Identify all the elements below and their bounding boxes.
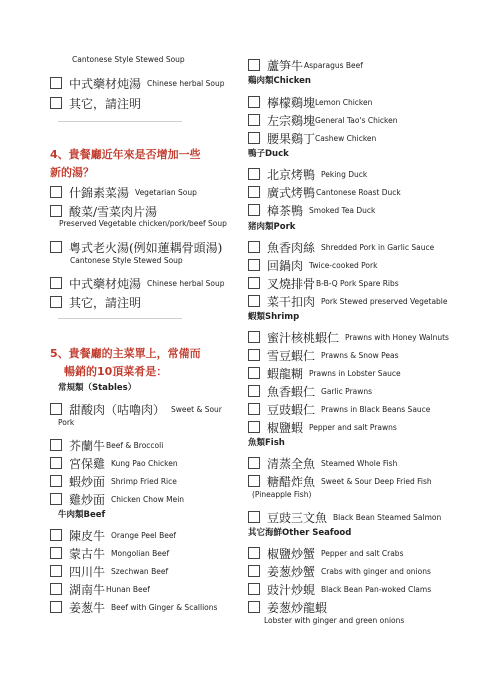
option-en: Pork Stewed preserved Vegetable	[321, 297, 448, 306]
option-en: Hunan Beef	[106, 585, 150, 594]
option-zh: 樟茶鴨	[267, 204, 304, 218]
checkbox[interactable]	[248, 204, 260, 216]
sub-note: Preserved Vegetable chicken/pork/beef Soup	[59, 219, 227, 228]
checkbox[interactable]	[50, 601, 62, 613]
option-row	[248, 561, 431, 580]
option-row	[248, 92, 372, 111]
answer-line	[58, 121, 182, 122]
option-zh: 左宗鷄塊	[267, 114, 316, 128]
option-zh: 宮保雞	[69, 457, 106, 471]
option-row	[248, 164, 367, 183]
option-zh: 腰果鷄丁	[267, 132, 316, 146]
option-zh: 椒鹽炒蟹	[267, 547, 316, 561]
option-row	[248, 579, 431, 598]
option-zh: 北京烤鴨	[267, 168, 316, 182]
option-zh: 粵式老火湯(例如蓮耦骨頭湯)	[69, 241, 223, 255]
checkbox[interactable]	[248, 385, 260, 397]
option-en: Shrimp Fried Rice	[111, 477, 177, 486]
checkbox[interactable]	[50, 529, 62, 541]
option-en: Pepper and salt Prawns	[309, 423, 397, 432]
checkbox[interactable]	[248, 547, 260, 559]
checkbox[interactable]	[248, 421, 260, 433]
option-en: Black Bean Pan-woked Clams	[321, 585, 432, 594]
checkbox[interactable]	[248, 565, 260, 577]
option-en: Kung Pao Chicken	[111, 459, 178, 468]
checkbox[interactable]	[248, 295, 260, 307]
checkbox[interactable]	[248, 511, 260, 523]
option-row	[50, 73, 225, 92]
checkbox[interactable]	[50, 77, 62, 89]
option-zh: 陳皮牛	[69, 529, 106, 543]
option-row	[50, 237, 222, 256]
option-zh: 雞炒面	[69, 493, 106, 507]
option-en: Chinese herbal Soup	[147, 279, 225, 288]
checkbox[interactable]	[50, 583, 62, 595]
option-row	[50, 435, 163, 454]
checkbox[interactable]	[248, 59, 260, 71]
checkbox[interactable]	[50, 241, 62, 253]
question-5-line1: 5、貴餐廳的主菜單上，常備而	[50, 347, 201, 360]
option-en: Prawns with Honey Walnuts	[345, 333, 449, 342]
sub-note: Cantonese Style Stewed Soup	[72, 55, 185, 64]
checkbox[interactable]	[50, 205, 62, 217]
checkbox[interactable]	[248, 403, 260, 415]
checkbox[interactable]	[248, 114, 260, 126]
option-en: Steamed Whole Fish	[321, 459, 398, 468]
section-heading: 其它海鮮Other Seafood	[248, 528, 352, 538]
option-zh: 魚香蝦仁	[267, 385, 316, 399]
option-row	[50, 201, 157, 220]
checkbox[interactable]	[50, 403, 62, 415]
section-heading: 鷄肉類Chicken	[248, 76, 311, 86]
wrapped-text: Pork	[58, 418, 75, 427]
option-en: Twice-cooked Pork	[309, 261, 378, 270]
option-row	[50, 273, 225, 292]
option-row	[248, 327, 449, 346]
question-4-line2: 新的湯？	[50, 166, 94, 179]
option-row	[248, 182, 401, 201]
checkbox[interactable]	[50, 439, 62, 451]
option-zh: 四川牛	[69, 565, 106, 579]
option-row	[248, 381, 372, 400]
option-row	[50, 489, 184, 508]
wrapped-text: (Pineapple Fish)	[252, 490, 312, 499]
option-en: Crabs with ginger and onions	[321, 567, 431, 576]
checkbox[interactable]	[50, 97, 62, 109]
option-row	[248, 597, 327, 616]
option-row	[248, 471, 432, 490]
option-row	[248, 291, 448, 310]
option-en: Chicken Chow Mein	[111, 495, 185, 504]
option-row	[50, 292, 141, 311]
option-zh: 蘆笋牛	[267, 59, 304, 73]
option-row	[248, 417, 397, 436]
option-en: Prawns & Snow Peas	[321, 351, 399, 360]
sub-note: Cantonese Style Stewed Soup	[70, 256, 183, 265]
option-en: Mongolian Beef	[111, 549, 170, 558]
option-en: Beef with Ginger & Scallions	[111, 603, 218, 612]
section-heading: 猪肉類Pork	[248, 222, 296, 232]
option-zh: 姜葱牛	[69, 601, 106, 615]
option-en: Chinese herbal Soup	[147, 79, 225, 88]
option-en: Lemon Chicken	[315, 98, 373, 107]
option-en: General Tao's Chicken	[315, 116, 398, 125]
option-zh: 甜酸肉（咕嚕肉）	[69, 403, 166, 417]
option-zh: 其它，請注明	[69, 296, 142, 310]
option-row	[50, 561, 168, 580]
question-4-line1: 4、貴餐廳近年來是否增加一些	[50, 148, 201, 161]
question-5-line2: 暢銷的10頂菜肴是：	[64, 365, 168, 378]
checkbox[interactable]	[50, 565, 62, 577]
option-zh: 雪豆蝦仁	[267, 349, 316, 363]
option-row	[248, 363, 401, 382]
checkbox[interactable]	[248, 96, 260, 108]
option-en: Asparagus Beef	[304, 61, 363, 70]
checkbox[interactable]	[248, 367, 260, 379]
option-zh: 廣式烤鴨	[267, 186, 316, 200]
checkbox[interactable]	[248, 241, 260, 253]
option-zh: 蝦炒面	[69, 475, 106, 489]
checkbox[interactable]	[248, 349, 260, 361]
option-zh: 菜干扣肉	[267, 295, 316, 309]
option-zh: 其它，請注明	[69, 97, 142, 111]
checkbox[interactable]	[248, 475, 260, 487]
option-row	[50, 543, 169, 562]
option-zh: 酸菜/雪菜肉片湯	[69, 205, 158, 219]
option-en: Smoked Tea Duck	[309, 206, 376, 215]
option-zh: 什錦素菜湯	[69, 186, 130, 200]
option-en: Vegetarian Soup	[135, 188, 197, 197]
option-en: Beef & Broccoli	[106, 441, 164, 450]
option-zh: 湖南牛	[69, 583, 106, 597]
option-zh: 豉汁炒蜆	[267, 583, 316, 597]
option-row	[248, 507, 441, 526]
answer-line	[58, 318, 182, 319]
option-row	[248, 543, 403, 562]
option-row	[248, 55, 363, 74]
option-row	[50, 471, 177, 490]
option-en: Cantonese Roast Duck	[316, 188, 401, 197]
checkbox[interactable]	[248, 457, 260, 469]
option-zh: 蝦龍糊	[267, 367, 304, 381]
checkbox[interactable]	[248, 331, 260, 343]
option-row	[248, 110, 397, 129]
option-zh: 中式藥材炖湯	[69, 77, 142, 91]
checkbox[interactable]	[50, 547, 62, 559]
checkbox[interactable]	[50, 493, 62, 505]
option-zh: 清蒸全魚	[267, 457, 316, 471]
option-zh: 蜜汁核桃蝦仁	[267, 331, 340, 345]
checkbox[interactable]	[248, 277, 260, 289]
option-row	[248, 128, 376, 147]
checkbox[interactable]	[50, 296, 62, 308]
option-row	[248, 255, 377, 274]
checkbox[interactable]	[50, 186, 62, 198]
option-zh: 椒鹽蝦	[267, 421, 304, 435]
option-zh: 叉燒排骨	[267, 277, 316, 291]
wrapped-text: Lobster with ginger and green onions	[264, 616, 405, 625]
option-row	[50, 93, 141, 112]
option-en: Prawns in Lobster Sauce	[309, 369, 401, 378]
option-en: Prawns in Black Beans Sauce	[321, 405, 431, 414]
option-zh: 糖醋炸魚	[267, 475, 316, 489]
option-zh: 芥蘭牛	[69, 439, 106, 453]
option-zh: 姜葱炒蟹	[267, 565, 316, 579]
option-en: Sweet & Sour	[171, 405, 222, 414]
option-zh: 豆豉三文魚	[267, 511, 328, 525]
option-row	[50, 453, 178, 472]
option-zh: 姜葱炒龍蝦	[267, 601, 328, 615]
option-en: Cashew Chicken	[315, 134, 377, 143]
checkbox[interactable]	[248, 259, 260, 271]
option-row	[248, 399, 430, 418]
section-heading: 魚類Fish	[248, 438, 285, 448]
section-heading: 鴨子Duck	[248, 149, 289, 159]
option-row	[50, 597, 217, 616]
option-zh: 中式藥材炖湯	[69, 277, 142, 291]
option-row	[50, 182, 197, 201]
option-row	[248, 453, 397, 472]
option-en: Garlic Prawns	[321, 387, 373, 396]
option-en: Black Bean Steamed Salmon	[333, 513, 442, 522]
checkbox[interactable]	[50, 457, 62, 469]
option-en: Sweet & Sour Deep Fried Fish	[321, 477, 432, 486]
option-zh: 魚香肉絲	[267, 241, 316, 255]
option-zh: 回鍋肉	[267, 259, 304, 273]
option-row	[50, 525, 176, 544]
option-en: Orange Peel Beef	[111, 531, 177, 540]
option-en: Pepper and salt Crabs	[321, 549, 404, 558]
option-en: Peking Duck	[321, 170, 368, 179]
option-zh: 檸檬鷄塊	[267, 96, 316, 110]
option-row	[248, 273, 399, 292]
checkbox[interactable]	[248, 601, 260, 613]
option-row	[50, 399, 222, 418]
section-heading: 牛肉類Beef	[58, 510, 106, 520]
option-row	[248, 237, 434, 256]
option-en: B-B-Q Pork Spare Ribs	[316, 279, 399, 288]
checkbox[interactable]	[248, 168, 260, 180]
checkbox[interactable]	[248, 583, 260, 595]
option-en: Shredded Pork in Garlic Sauce	[321, 243, 435, 252]
option-row	[50, 579, 150, 598]
option-row	[248, 345, 399, 364]
option-zh: 豆豉蝦仁	[267, 403, 316, 417]
option-zh: 蒙古牛	[69, 547, 106, 561]
option-en: Szechwan Beef	[111, 567, 169, 576]
checkbox[interactable]	[248, 132, 260, 144]
checkbox[interactable]	[248, 186, 260, 198]
option-row	[248, 200, 375, 219]
checkbox[interactable]	[50, 277, 62, 289]
section-heading: 蝦類Shrimp	[248, 312, 300, 322]
checkbox[interactable]	[50, 475, 62, 487]
section-heading: 常規類（Stables）	[58, 383, 137, 393]
